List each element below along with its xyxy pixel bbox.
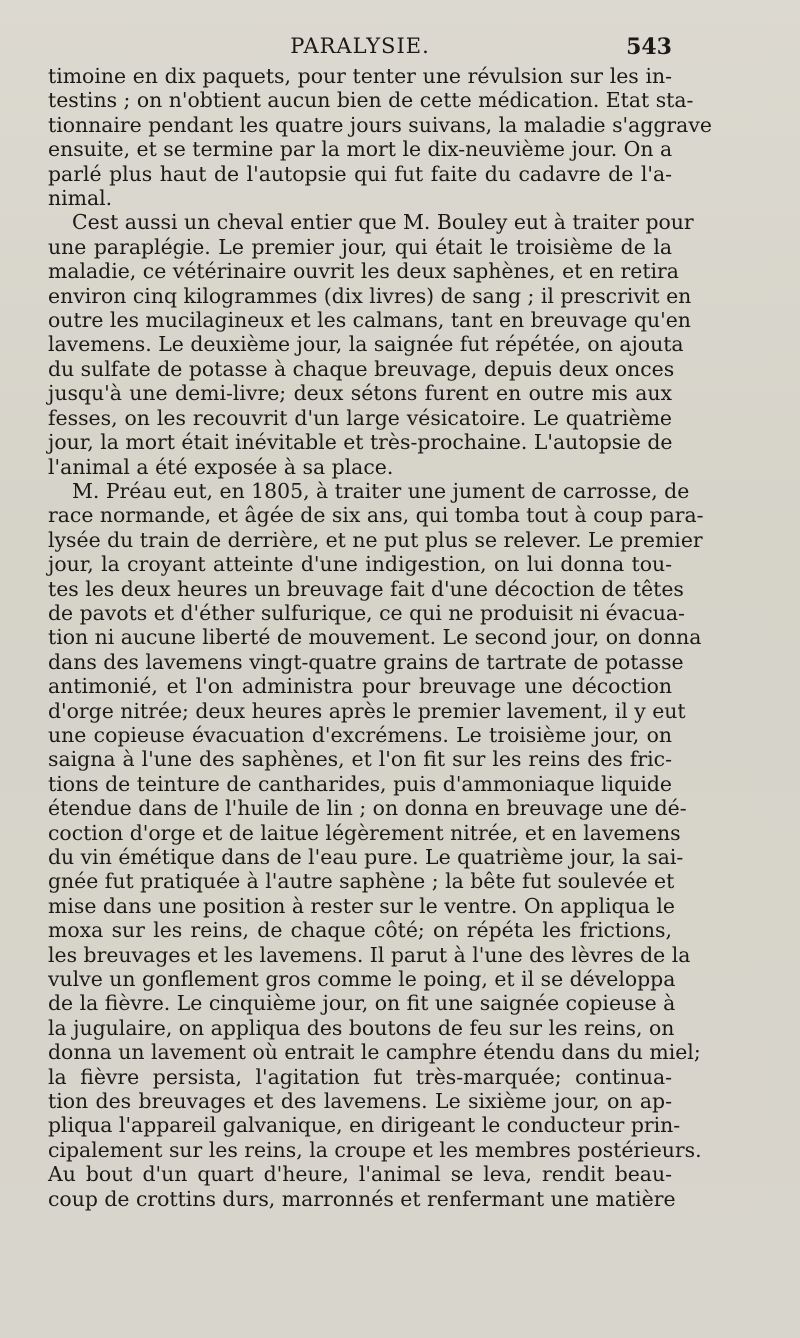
text-line: race normande, et âgée de six ans, qui tomba tout à coup para-: [48, 503, 704, 528]
text-line: mise dans une position à rester sur le ventre. On appliqua le: [48, 893, 675, 918]
text-line: timoine en dix paquets, pour tenter une révulsion sur les in-: [48, 64, 672, 88]
text-line: Au bout d'un quart d'heure, l'animal se leva, rendit beau-: [48, 1162, 672, 1187]
text-line: pliqua l'appareil galvanique, en dirigeant le conducteur prin-: [48, 1113, 681, 1138]
text-line: Cest aussi un cheval entier que M. Bouley eut à traiter pour: [72, 210, 694, 235]
text-line: tionnaire pendant les quatre jours suivans, la maladie s'aggrave: [48, 112, 712, 137]
text-line: jour, la croyant atteinte d'une indigestion, on lui donna tou-: [48, 552, 672, 577]
text-line: lavemens. Le deuxième jour, la saignée fut répétée, on ajouta: [48, 332, 684, 357]
text-line: fesses, on les recouvrit d'un large vésicatoire. Le quatrième: [48, 405, 672, 430]
text-line: une paraplégie. Le premier jour, qui était le troisième de la: [48, 234, 672, 259]
text-line: gnée fut pratiquée à l'autre saphène ; la bête fut soulevée et: [48, 869, 675, 894]
running-title: PARALYSIE.: [290, 34, 430, 58]
text-line: testins ; on n'obtient aucun bien de cette médication. Etat sta-: [48, 88, 694, 113]
text-line: du sulfate de potasse à chaque breuvage, depuis deux onces: [48, 356, 675, 381]
text-line: ensuite, et se termine par la mort le dix-neuvième jour. On a: [48, 137, 673, 162]
text-line: dans des lavemens vingt-quatre grains de tartrate de potasse: [48, 649, 684, 674]
text-line: étendue dans de l'huile de lin ; on donna en breuvage une dé-: [48, 796, 687, 821]
text-line: une copieuse évacuation d'excrémens. Le troisième jour, on: [48, 722, 672, 747]
text-line: maladie, ce vétérinaire ouvrit les deux saphènes, et en retira: [48, 259, 679, 284]
text-line: outre les mucilagineux et les calmans, tant en breuvage qu'en: [48, 308, 691, 333]
body-text: [48, 64, 712, 1211]
text-line: jusqu'à une demi-livre; deux sétons furent en outre mis aux: [48, 381, 672, 406]
text-line: lysée du train de derrière, et ne put plus se relever. Le premier: [48, 527, 703, 552]
text-line: de pavots et d'éther sulfurique, ce qui ne produisit ni évacua-: [48, 600, 685, 625]
page-header: [48, 34, 672, 64]
text-line: tes les deux heures un breuvage fait d'une décoction de têtes: [48, 576, 684, 601]
paragraph: [48, 64, 712, 211]
paragraph: [48, 210, 694, 479]
text-line: cipalement sur les reins, la croupe et les membres postérieurs.: [48, 1137, 702, 1162]
text-line: antimonié, et l'on administra pour breuvage une décoction: [48, 674, 672, 699]
text-line: saigna à l'une des saphènes, et l'on fit sur les reins des fric-: [48, 747, 672, 772]
text-line: la jugulaire, on appliqua des boutons de feu sur les reins, on: [48, 1015, 675, 1040]
text-line: environ cinq kilogrammes (dix livres) de sang ; il prescrivit en: [48, 283, 692, 308]
text-line: coup de crottins durs, marronnés et renfermant une matière: [48, 1186, 676, 1211]
text-line: jour, la mort était inévitable et très-prochaine. L'autopsie de: [48, 430, 673, 455]
text-line: de la fièvre. Le cinquième jour, on fit une saignée copieuse à: [48, 991, 676, 1016]
text-line: moxa sur les reins, de chaque côté; on répéta les frictions,: [48, 918, 672, 943]
text-line: tions de teinture de cantharides, puis d'ammoniaque liquide: [48, 771, 672, 796]
text-line: l'animal a été exposée à sa place.: [48, 454, 394, 479]
text-line: tion des breuvages et des lavemens. Le sixième jour, on ap-: [48, 1089, 672, 1114]
text-line: les breuvages et les lavemens. Il parut à l'une des lèvres de la: [48, 942, 691, 967]
text-line: la fièvre persista, l'agitation fut très-marquée; continua-: [48, 1064, 672, 1089]
text-line: parlé plus haut de l'autopsie qui fut faite du cadavre de l'a-: [48, 161, 672, 186]
text-line: nimal.: [48, 186, 113, 211]
text-line: M. Préau eut, en 1805, à traiter une jument de carrosse, de: [72, 478, 690, 503]
page-number: 543: [626, 34, 672, 60]
text-line: d'orge nitrée; deux heures après le premier lavement, il y eut: [48, 698, 686, 723]
text-line: du vin émétique dans de l'eau pure. Le quatrième jour, la sai-: [48, 845, 684, 869]
text-line: vulve un gonflement gros comme le poing, et il se développa: [48, 967, 676, 992]
text-line: tion ni aucune liberté de mouvement. Le second jour, on donna: [48, 625, 702, 650]
text-line: coction d'orge et de laitue légèrement nitrée, et en lavemens: [48, 820, 681, 845]
paragraph: [48, 478, 704, 1211]
text-line: donna un lavement où entrait le camphre étendu dans du miel;: [48, 1040, 701, 1065]
